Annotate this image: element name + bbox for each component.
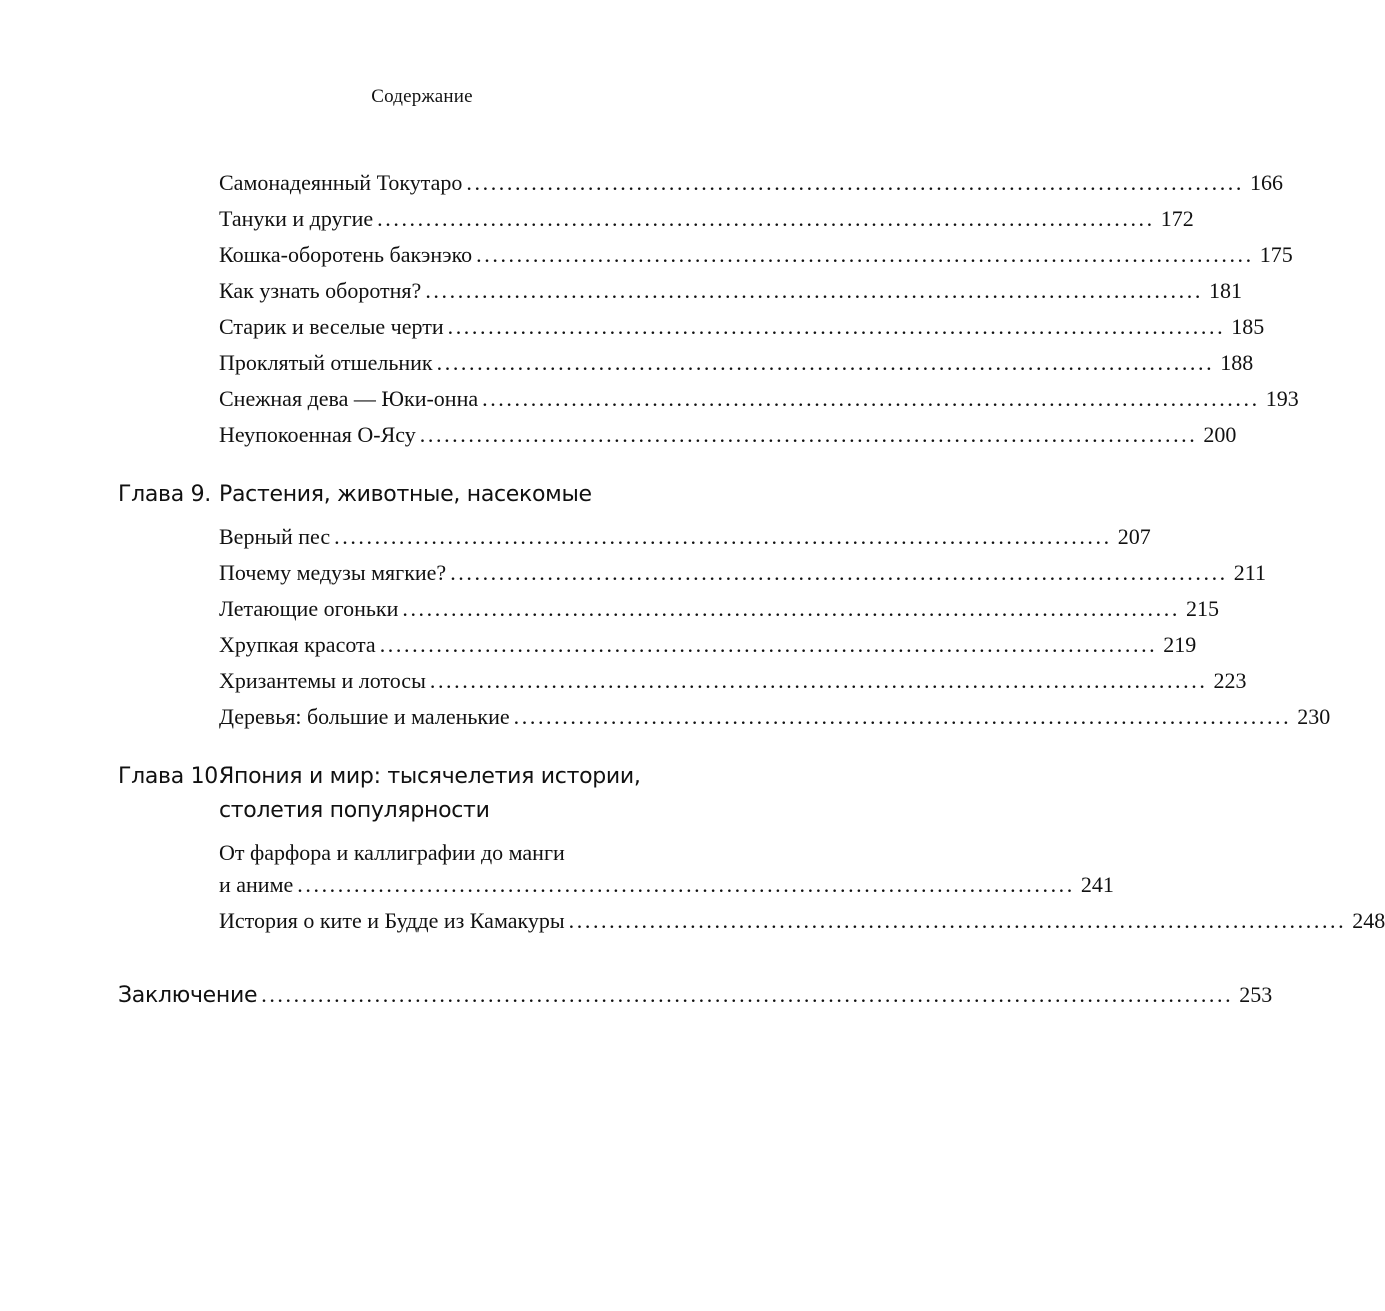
running-head: Содержание	[371, 86, 473, 107]
toc-entry[interactable]	[219, 558, 1266, 588]
toc-entry-page: 223	[1213, 668, 1247, 693]
toc-entry-page: 175	[1259, 242, 1293, 267]
leader-dots: ................................................................................................	[334, 524, 1112, 549]
toc-entry[interactable]	[219, 420, 1237, 450]
toc-entry-page: 166	[1250, 170, 1283, 195]
leader-dots: ................................................................................................	[447, 314, 1226, 339]
toc-entry[interactable]	[219, 906, 1385, 936]
toc-entry-title-line1[interactable]: От фарфора и каллиграфии до манги	[219, 840, 565, 865]
leader-dots: ................................................................................................	[419, 422, 1198, 447]
toc-entry[interactable]	[219, 630, 1197, 660]
toc-entry-title: Деревья: большие и маленькие	[219, 704, 510, 729]
chapter-heading[interactable]	[118, 480, 592, 510]
leader-dots: ................................................................................................	[436, 350, 1215, 375]
leader-dots: ................................................................................................	[482, 386, 1260, 411]
chapter-title-line1: Япония и мир: тысячелетия истории,	[219, 764, 641, 789]
toc-entry-title: История о ките и Будде из Камакуры	[219, 908, 565, 933]
chapter-title: Растения, животные, насекомые	[219, 482, 592, 507]
toc-entry-title: Заключение	[118, 983, 258, 1008]
toc-entry-page: 181	[1208, 278, 1242, 303]
toc-entry-title: Проклятый отшельник	[219, 350, 433, 375]
leader-dots: ................................................................................................	[379, 632, 1158, 657]
toc-entry-page: 248	[1352, 908, 1385, 933]
toc-entry-title: Снежная дева — Юки-онна	[219, 386, 479, 411]
chapter-label: Глава 10.	[118, 764, 225, 789]
toc-entry[interactable]	[219, 594, 1219, 624]
leader-dots: ................................................................................................	[297, 872, 1075, 897]
toc-entry-title: Верный пес	[219, 524, 331, 549]
chapter-title-line2: столетия популярности	[219, 798, 490, 823]
leader-dots: ................................................................................................	[402, 596, 1180, 621]
toc-entry[interactable]	[219, 204, 1194, 234]
leader-dots: ................................................................................................	[377, 206, 1155, 231]
toc-entry[interactable]	[219, 276, 1242, 306]
toc-entry-page: 211	[1233, 560, 1266, 585]
toc-entry-title: Кошка-оборотень бакэнэко	[219, 242, 473, 267]
toc-entry[interactable]	[219, 870, 1114, 900]
leader-dots: ................................................................................................	[429, 668, 1208, 693]
toc-entry-title: Неупокоенная О-Ясу	[219, 422, 416, 447]
toc-entry[interactable]	[219, 348, 1254, 378]
toc-entry-page: 215	[1185, 596, 1219, 621]
toc-entry[interactable]	[219, 666, 1247, 696]
toc-entry-page: 207	[1117, 524, 1151, 549]
leader-dots: ................................................................................................	[568, 908, 1347, 933]
toc-entry-title: Хризантемы и лотосы	[219, 668, 426, 693]
leader-dots: ................................................................................................	[425, 278, 1203, 303]
leader-dots: ................................................................................................	[513, 704, 1292, 729]
toc-entry[interactable]	[219, 312, 1265, 342]
toc-entry-page: 172	[1160, 206, 1194, 231]
toc-entry-page: 193	[1265, 386, 1299, 411]
toc-entry-page: 253	[1239, 982, 1273, 1007]
toc-entry-page: 219	[1163, 632, 1197, 657]
chapter-label: Глава 9.	[118, 482, 211, 507]
toc-entry[interactable]	[219, 384, 1299, 414]
toc-entry-title: Хрупкая красота	[219, 632, 376, 657]
toc-entry[interactable]	[219, 240, 1293, 270]
toc-entry-page: 200	[1203, 422, 1237, 447]
leader-dots: ................................................................................................	[476, 242, 1254, 267]
toc-entry[interactable]	[219, 522, 1151, 552]
toc-entry-title: и аниме	[219, 872, 294, 897]
toc-entry[interactable]	[219, 168, 1283, 198]
leader-dots: ................................................................................................	[466, 170, 1244, 195]
leader-dots: ................................................................................................	[450, 560, 1228, 585]
toc-entry-title: Почему медузы мягкие?	[219, 560, 447, 585]
toc-entry-title: Старик и веселые черти	[219, 314, 444, 339]
toc-entry-page: 241	[1080, 872, 1114, 897]
chapter-heading[interactable]	[118, 762, 641, 792]
toc-entry-title: Тануки и другие	[219, 206, 374, 231]
toc-entry-page: 188	[1220, 350, 1254, 375]
toc-entry-title: Летающие огоньки	[219, 596, 399, 621]
toc-entry-title: Как узнать оборотня?	[219, 278, 422, 303]
toc-entry[interactable]	[219, 702, 1331, 732]
toc-entry-title: Самонадеянный Токутаро	[219, 170, 463, 195]
toc-entry-page: 230	[1297, 704, 1331, 729]
leader-dots: ........................................................................................................................	[261, 982, 1234, 1007]
toc-entry-conclusion[interactable]	[118, 980, 1273, 1010]
toc-entry-page: 185	[1231, 314, 1265, 339]
